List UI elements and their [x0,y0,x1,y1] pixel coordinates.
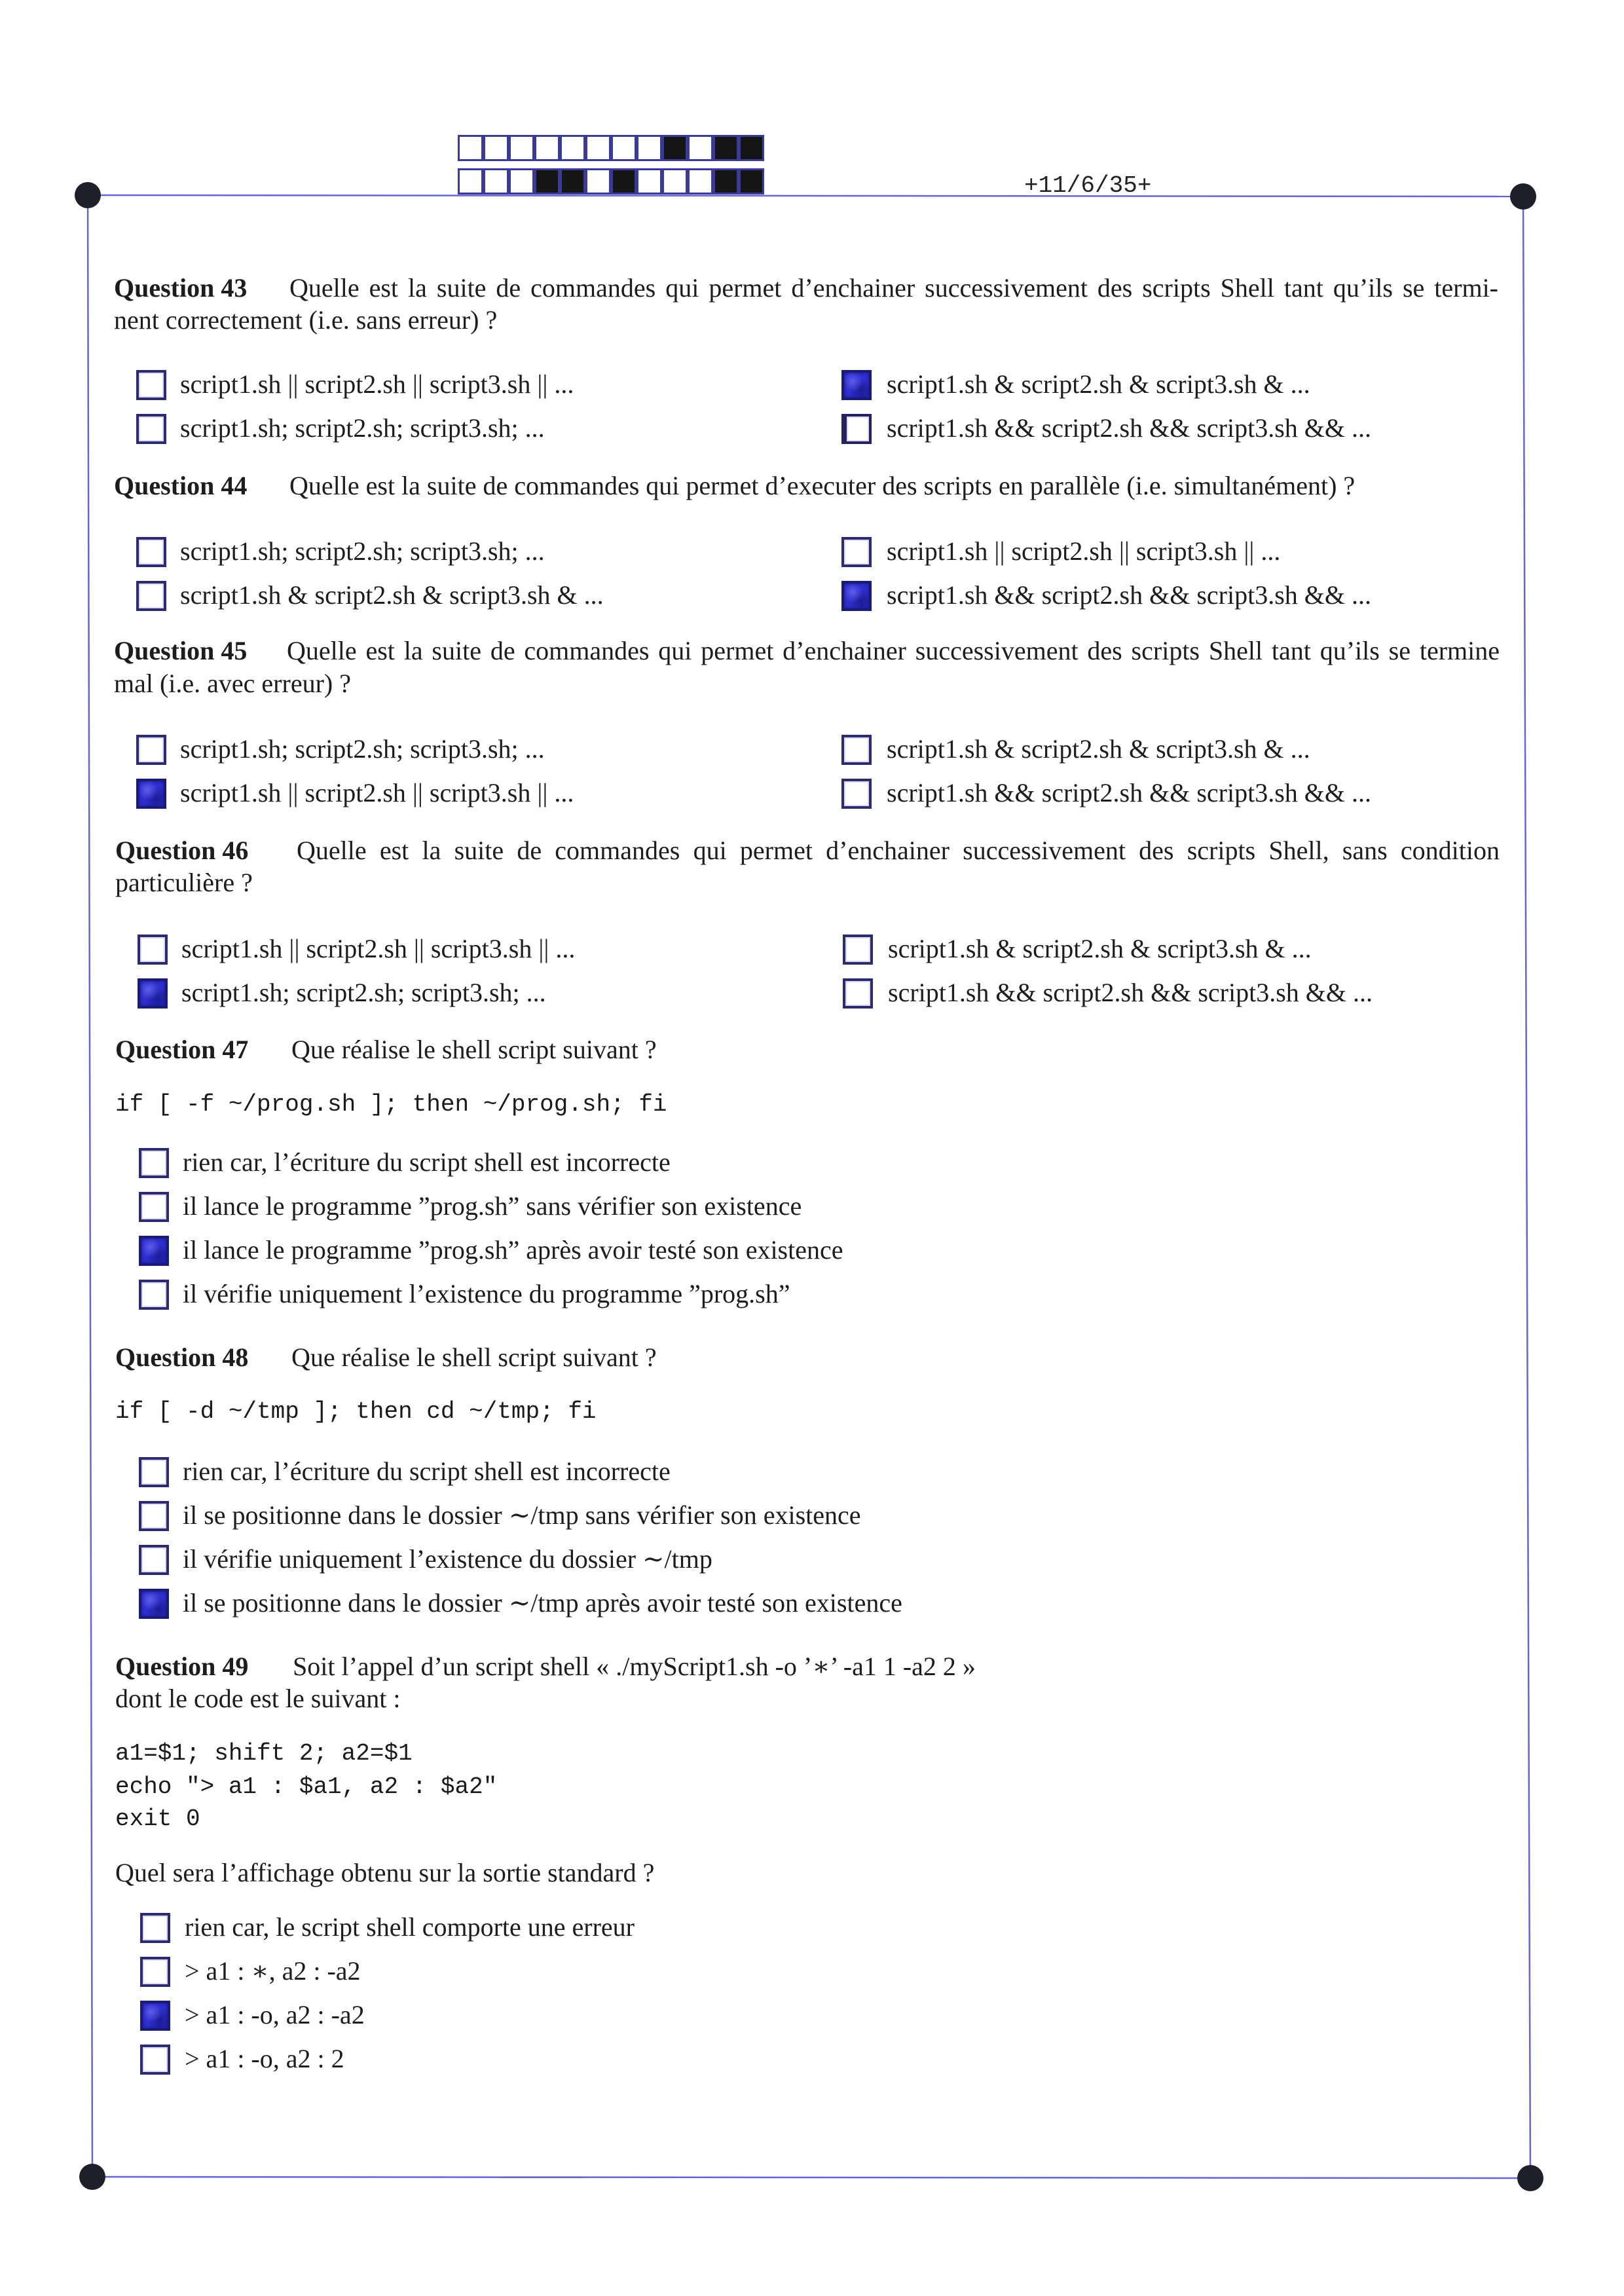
answer-checkbox[interactable] [843,978,873,1009]
question-label: Question 44 [114,471,248,500]
page-code-cell-empty [483,135,509,161]
page-code-cell-empty [688,168,713,194]
answer-label: script1.sh || script2.sh || script3.sh || ... [181,934,576,963]
question-label: Question 43 [114,273,248,303]
answer-label: script1.sh; script2.sh; script3.sh; ... [181,978,546,1007]
answer-checkbox[interactable] [138,978,168,1009]
code-line: if [ -d ~/tmp ]; then cd ~/tmp; fi [115,1398,597,1425]
page-code-cell-filled [739,135,764,161]
page-code-cell-empty [534,135,560,161]
answer-checkbox[interactable] [138,935,168,965]
answer-label: script1.sh & script2.sh & script3.sh & ... [887,369,1310,399]
page-code-cell-empty [662,168,688,194]
question-text-line: nent correctement (i.e. sans erreur) ? [114,305,498,335]
question-text-line: Quelle est la suite de commandes qui permet d’enchainer successivement des scripts Shell tant qu’ils se termi- [289,273,1498,303]
answer-label: script1.sh && script2.sh && script3.sh && ... [888,978,1373,1007]
answer-checkbox[interactable] [139,1192,169,1222]
question-text-line: Que réalise le shell script suivant ? [291,1035,657,1064]
page-code-cell-filled [713,135,739,161]
answer-checkbox[interactable] [843,935,873,965]
answer-checkbox[interactable] [841,735,872,765]
question-text-line: dont le code est le suivant : [115,1684,401,1713]
answer-checkbox[interactable] [140,1957,170,1987]
answer-checkbox[interactable] [841,370,872,400]
answer-label: script1.sh || script2.sh || script3.sh || ... [180,778,574,807]
answer-label: script1.sh & script2.sh & script3.sh & ... [888,934,1312,963]
page-code-cell-empty [483,168,509,194]
answer-checkbox[interactable] [140,2001,170,2031]
answer-label: script1.sh & script2.sh & script3.sh & ... [180,580,604,610]
answer-checkbox[interactable] [841,779,872,809]
answer-checkbox[interactable] [136,581,166,611]
question-text-line: Quelle est la suite de commandes qui permet d’enchainer successivement des scripts Shell tant qu’ils se termine [287,636,1500,665]
corner-marker-bottom-left [79,2164,105,2190]
page-code-row [458,168,764,194]
answer-label: il se positionne dans le dossier ∼/tmp sans vérifier son existence [183,1500,861,1530]
answer-checkbox[interactable] [136,414,166,444]
answer-label: script1.sh & script2.sh & script3.sh & ... [887,734,1310,764]
answer-label: script1.sh && script2.sh && script3.sh && ... [887,580,1371,610]
answer-checkbox[interactable] [136,370,166,400]
answer-label: script1.sh; script2.sh; script3.sh; ... [180,536,545,566]
page-code-cell-empty [458,168,483,194]
page-code: +11/6/35+ [1024,172,1152,199]
corner-marker-top-right [1510,183,1536,210]
question-label: Question 46 [115,836,249,865]
question-text-line: Que réalise le shell script suivant ? [291,1342,657,1372]
frame-top-line [88,195,1523,196]
page-code-cell-empty [509,135,534,161]
frame-left-line [88,195,92,2177]
answer-checkbox[interactable] [139,1280,169,1310]
question-text-line: Quelle est la suite de commandes qui permet d’executer des scripts en parallèle (i.e. simultanément) ? [289,471,1356,500]
question-label: Question 49 [115,1652,249,1681]
code-line: echo "> a1 : $a1, a2 : $a2" [115,1773,498,1800]
page-code-cell-filled [713,168,739,194]
answer-checkbox[interactable] [136,779,166,809]
answer-checkbox[interactable] [136,537,166,567]
page-code-cell-empty [585,135,611,161]
answer-checkbox[interactable] [139,1457,169,1487]
code-line: exit 0 [115,1805,200,1832]
answer-label: il lance le programme ”prog.sh” après avoir testé son existence [183,1235,843,1265]
page-code-cell-filled [611,168,637,194]
answer-label: > a1 : -o, a2 : 2 [185,2044,344,2073]
page-code-cell-filled [662,135,688,161]
answer-label: script1.sh && script2.sh && script3.sh && ... [887,413,1371,443]
frame-right-line [1523,196,1530,2178]
question-label: Question 47 [115,1035,249,1064]
corner-marker-top-left [75,182,101,208]
question-label: Question 48 [115,1342,249,1372]
page-code-cell-filled [739,168,764,194]
answer-label: > a1 : -o, a2 : -a2 [185,2000,365,2029]
page-code-cell-empty [560,135,585,161]
answer-label: script1.sh; script2.sh; script3.sh; ... [180,734,545,764]
page-code-cell-empty [688,135,713,161]
question-text-line: Soit l’appel d’un script shell « ./myScript1.sh -o ’∗’ -a1 1 -a2 2 » [293,1652,976,1681]
page-code-cell-empty [637,135,662,161]
page-code-row [458,135,764,161]
page-code-cell-empty [458,135,483,161]
answer-label: il vérifie uniquement l’existence du programme ”prog.sh” [183,1279,790,1308]
answer-label: script1.sh; script2.sh; script3.sh; ... [180,413,545,443]
answer-checkbox[interactable] [140,1913,170,1943]
page-code-cell-empty [585,168,611,194]
answer-checkbox[interactable] [140,2045,170,2075]
page-code-cell-empty [509,168,534,194]
question-label: Question 45 [114,636,248,665]
page-code-cell-empty [637,168,662,194]
corner-marker-bottom-right [1517,2165,1543,2191]
answer-checkbox[interactable] [841,537,872,567]
answer-label: script1.sh && script2.sh && script3.sh && ... [887,778,1371,807]
page-code-cell-filled [534,168,560,194]
answer-checkbox[interactable] [136,735,166,765]
answer-label: il lance le programme ”prog.sh” sans vérifier son existence [183,1191,802,1221]
page-code-cell-empty [611,135,637,161]
answer-checkbox[interactable] [841,581,872,611]
question-text-line: particulière ? [115,868,253,897]
answer-label: script1.sh || script2.sh || script3.sh || ... [887,536,1281,566]
answer-label: rien car, l’écriture du script shell est incorrecte [183,1456,671,1486]
code-line: a1=$1; shift 2; a2=$1 [115,1740,413,1767]
answer-checkbox[interactable] [139,1501,169,1531]
question-followup-text: Quel sera l’affichage obtenu sur la sortie standard ? [115,1858,655,1887]
answer-checkbox[interactable] [139,1236,169,1266]
frame-bottom-line [92,2177,1530,2178]
answer-label: rien car, l’écriture du script shell est incorrecte [183,1147,671,1177]
answer-label: il se positionne dans le dossier ∼/tmp après avoir testé son existence [183,1588,902,1618]
answer-label: rien car, le script shell comporte une erreur [185,1912,635,1942]
question-text-line: Quelle est la suite de commandes qui permet d’enchainer successivement des scripts Shell, sans condition [297,836,1500,865]
answer-label: il vérifie uniquement l’existence du dossier ∼/tmp [183,1544,712,1574]
answer-checkbox[interactable] [139,1589,169,1619]
question-text-line: mal (i.e. avec erreur) ? [114,669,351,698]
answer-label: > a1 : ∗, a2 : -a2 [185,1956,361,1986]
answer-label: script1.sh || script2.sh || script3.sh || ... [180,369,574,399]
answer-checkbox[interactable] [841,414,872,444]
answer-checkbox[interactable] [139,1545,169,1575]
answer-checkbox[interactable] [139,1148,169,1178]
page-code-cell-filled [560,168,585,194]
page-code-boxes [458,135,764,194]
code-line: if [ -f ~/prog.sh ]; then ~/prog.sh; fi [115,1091,667,1118]
